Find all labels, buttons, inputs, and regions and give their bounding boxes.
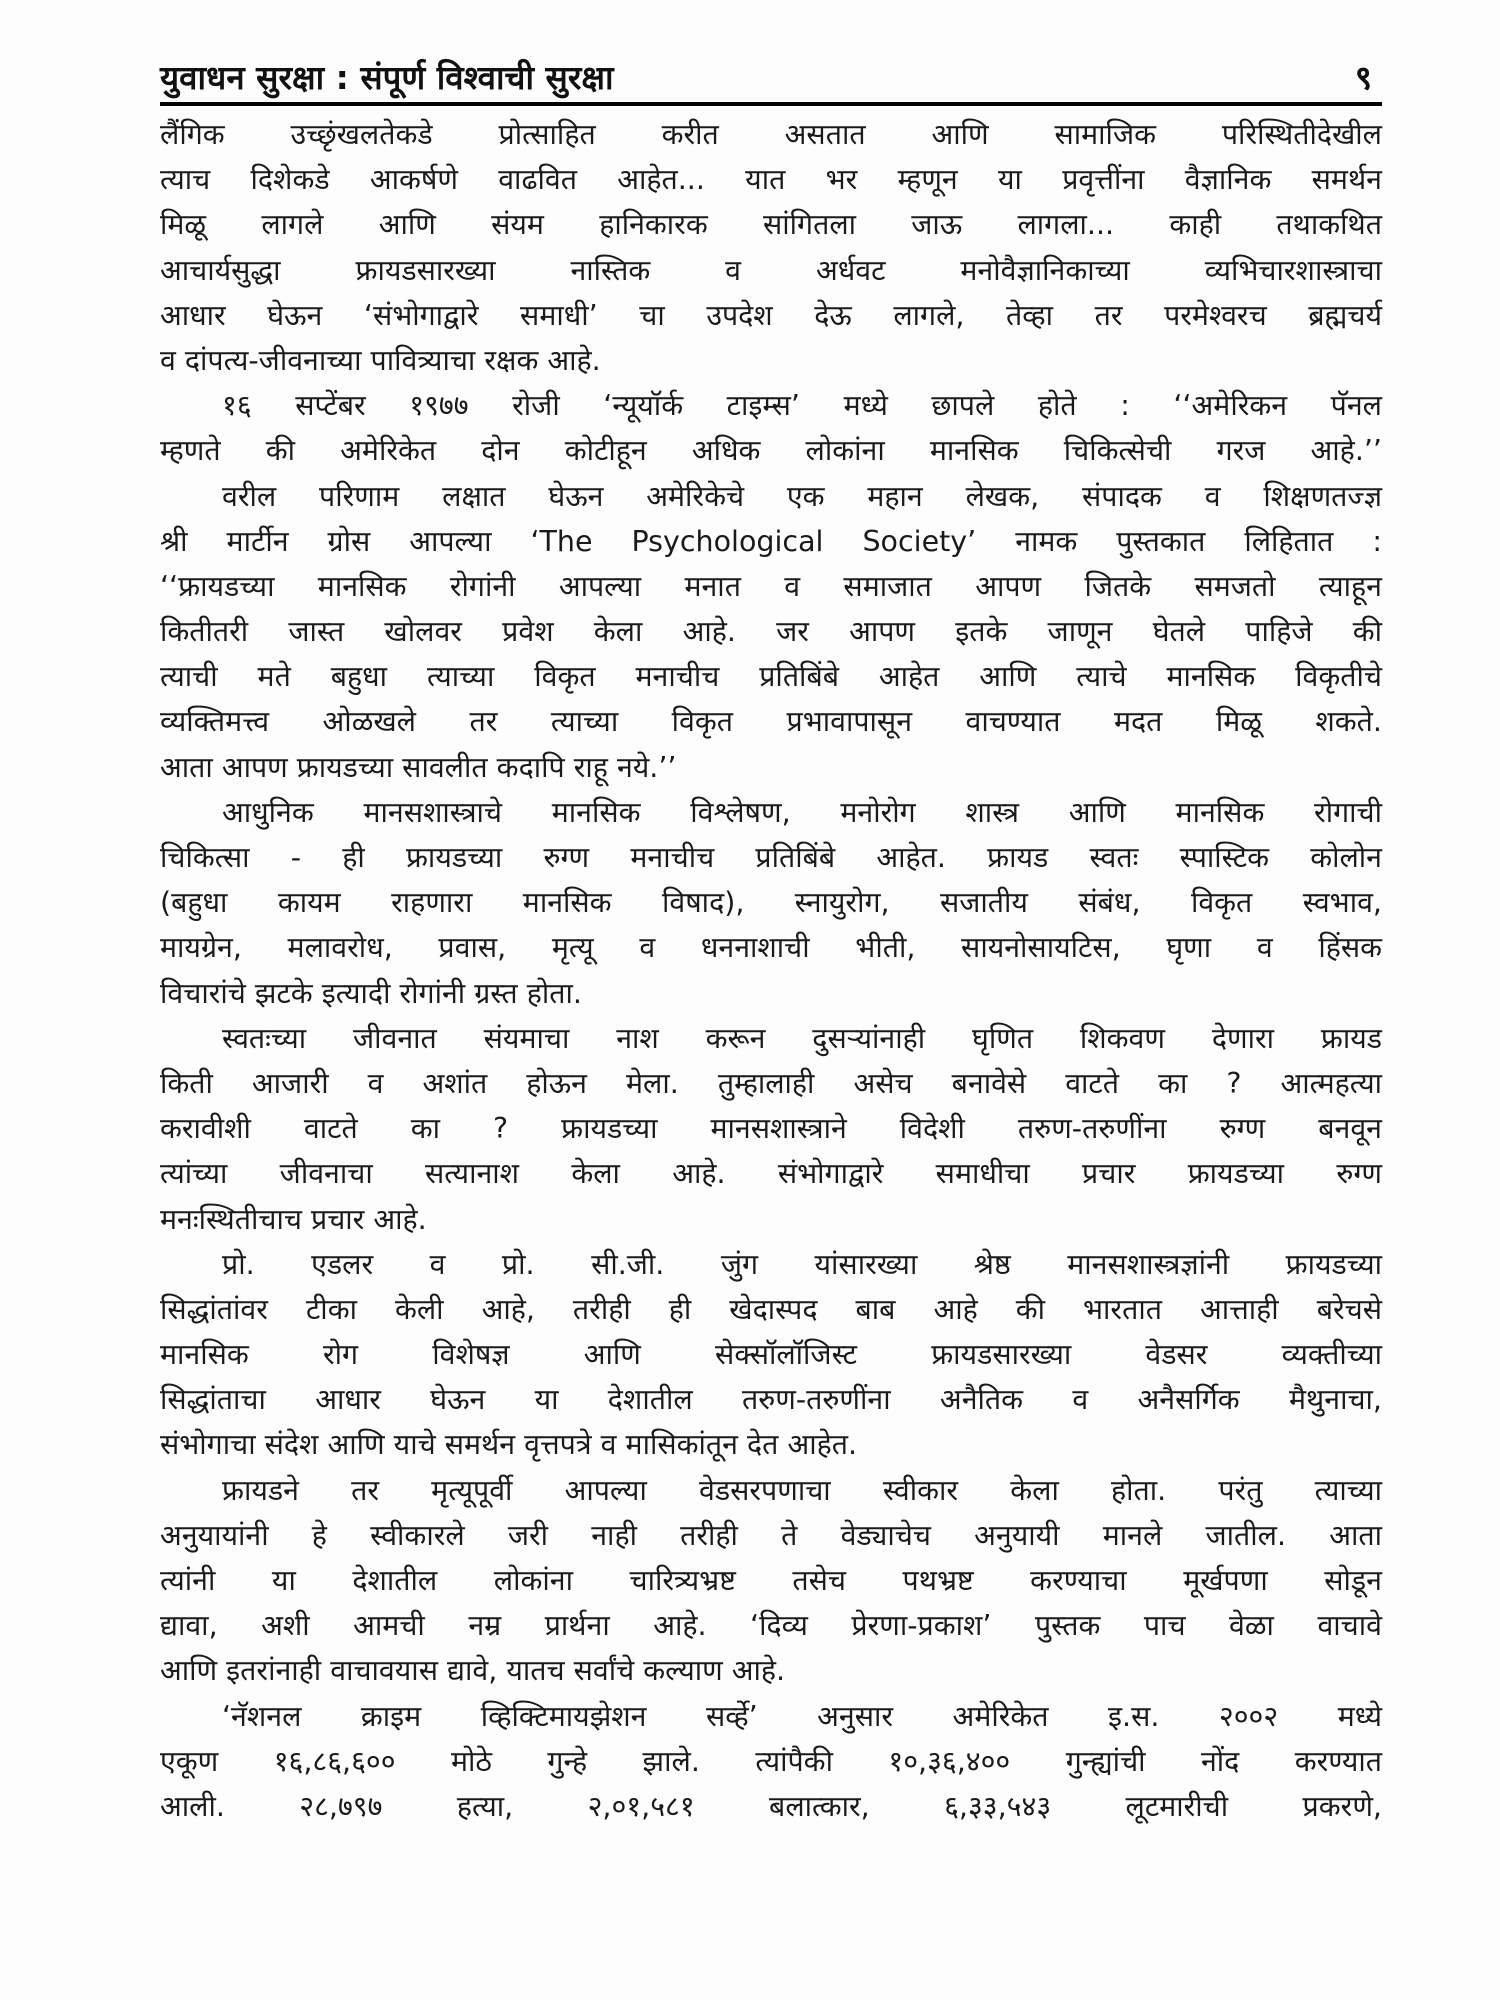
text-line: अनुयायांनी हे स्वीकारले जरी नाही तरीही ते वेड्याचेच अनुयायी मानले जातील. आता <box>160 1518 1382 1552</box>
text-line: त्यांनी या देशातील लोकांना चारित्र्यभ्रष्ट तसेच पथभ्रष्ट करण्याचा मूर्खपणा सोडून <box>160 1564 1382 1597</box>
text-line: व दांपत्य-जीवनाच्या पावित्र्याचा रक्षक आहे. <box>160 343 601 377</box>
text-line: त्याच दिशेकडे आकर्षणे वाढवित आहेत... यात भर म्हणून या प्रवृत्तींना वैज्ञानिक समर्थन <box>160 163 1382 197</box>
text-line: (बहुधा कायम राहणारा मानसिक विषाद), स्नायुरोग, सजातीय संबंध, विकृत स्वभाव, <box>160 886 1382 920</box>
text-line: करावीशी वाटते का ? फ्रायडच्या मानसशास्त्राने विदेशी तरुण-तरुणींना रुग्ण बनवून <box>160 1112 1382 1146</box>
body-text <box>160 112 1382 1829</box>
text-line: लैंगिक उच्छृंखलतेकडे प्रोत्साहित करीत असतात आणि सामाजिक परिस्थितीदेखील <box>160 118 1382 151</box>
text-line: विचारांचे झटके इत्यादी रोगांनी ग्रस्त होता. <box>160 976 582 1010</box>
text-line: स्वतःच्या जीवनात संयमाचा नाश करून दुसऱ्यांनाही घृणित शिकवण देणारा फ्रायड <box>222 1021 1382 1055</box>
running-header <box>160 52 1382 106</box>
text-line: वरील परिणाम लक्षात घेऊन अमेरिकेचे एक महान लेखक, संपादक व शिक्षणतज्ज्ञ <box>222 479 1382 513</box>
text-line: मनःस्थितीचाच प्रचार आहे. <box>160 1202 427 1236</box>
text-line: आचार्यसुद्धा फ्रायडसारख्या नास्तिक व अर्धवट मनोवैज्ञानिकाच्या व्यभिचारशास्त्राचा <box>160 253 1382 287</box>
text-line: सिद्धांतांवर टीका केली आहे, तरीही ही खेदास्पद बाब आहे की भारतात आत्ताही बरेचसे <box>160 1292 1382 1326</box>
text-line: मिळू लागले आणि संयम हानिकारक सांगितला जाऊ लागला... काही तथाकथित <box>160 208 1382 242</box>
header-title: युवाधन सुरक्षा : संपूर्ण विश्वाची सुरक्षा <box>160 58 614 97</box>
text-line: मायग्रेन, मलावरोध, प्रवास, मृत्यू व धननाशाची भीती, सायनोसायटिस, घृणा व हिंसक <box>160 931 1382 965</box>
text-line: व्यक्तिमत्त्व ओळखले तर त्याच्या विकृत प्रभावापासून वाचण्यात मदत मिळू शकते. <box>160 705 1382 739</box>
text-line: ‘नॅशनल क्राइम व्हिक्टिमायझेशन सर्व्हे’ अनुसार अमेरिकेत इ.स. २००२ मध्ये <box>222 1699 1382 1733</box>
text-line: संभोगाचा संदेश आणि याचे समर्थन वृत्तपत्रे व मासिकांतून देत आहेत. <box>160 1428 858 1462</box>
text-line: मानसिक रोग विशेषज्ञ आणि सेक्सॉलॉजिस्ट फ्रायडसारख्या वेडसर व्यक्तीच्या <box>160 1338 1382 1372</box>
text-line: किती आजारी व अशांत होऊन मेला. तुम्हालाही असेच बनावेसे वाटते का ? आत्महत्या <box>160 1066 1382 1100</box>
text-line: म्हणते की अमेरिकेत दोन कोटीहून अधिक लोकांना मानसिक चिकित्सेची गरज आहे.’’ <box>160 434 1382 468</box>
text-line: द्यावा, अशी आमची नम्र प्रार्थना आहे. ‘दिव्य प्रेरणा-प्रकाश’ पुस्तक पाच वेळा वाचावे <box>160 1609 1382 1643</box>
text-line: एकूण १६,८६,६०० मोठे गुन्हे झाले. त्यांपैकी १०,३६,४०० गुन्ह्यांची नोंद करण्यात <box>160 1744 1382 1778</box>
text-line: त्याची मते बहुधा त्याच्या विकृत मनाचीच प्रतिबिंबे आहेत आणि त्याचे मानसिक विकृतीचे <box>160 660 1382 694</box>
text-line: आधुनिक मानसशास्त्राचे मानसिक विश्लेषण, मनोरोग शास्त्र आणि मानसिक रोगाची <box>222 795 1382 829</box>
text-line: कितीतरी जास्त खोलवर प्रवेश केला आहे. जर आपण इतके जाणून घेतले पाहिजे की <box>160 615 1382 649</box>
text-line: ‘‘फ्रायडच्या मानसिक रोगांनी आपल्या मनात व समाजात आपण जितके समजतो त्याहून <box>160 569 1382 603</box>
text-line: श्री मार्टीन ग्रोस आपल्या ‘The Psychological Society’ नामक पुस्तकात लिहितात : <box>160 524 1382 558</box>
text-line: आणि इतरांनाही वाचावयास द्यावे, यातच सर्वांचे कल्याण आहे. <box>160 1654 786 1688</box>
text-line: आली. २८,७९७ हत्या, २,०१,५८१ बलात्कार, ६,३३,५४३ लूटमारीची प्रकरणे, <box>160 1789 1382 1823</box>
text-line: फ्रायडने तर मृत्यूपूर्वी आपल्या वेडसरपणाचा स्वीकार केला होता. परंतु त्याच्या <box>222 1473 1382 1507</box>
text-line: १६ सप्टेंबर १९७७ रोजी ‘न्यूयॉर्क टाइम्स’ मध्ये छापले होते : ‘‘अमेरिकन पॅनल <box>222 389 1382 423</box>
page-number: ९ <box>1354 58 1372 97</box>
text-line: सिद्धांताचा आधार घेऊन या देशातील तरुण-तरुणींना अनैतिक व अनैसर्गिक मैथुनाचा, <box>160 1383 1382 1417</box>
text-line: आधार घेऊन ‘संभोगाद्वारे समाधी’ चा उपदेश देऊ लागले, तेव्हा तर परमेश्वरच ब्रह्मचर्य <box>160 298 1382 332</box>
text-line: आता आपण फ्रायडच्या सावलीत कदापि राहू नये.’’ <box>160 750 677 784</box>
text-line: प्रो. एडलर व प्रो. सी.जी. जुंग यांसारख्या श्रेष्ठ मानसशास्त्रज्ञांनी फ्रायडच्या <box>222 1247 1382 1281</box>
text-line: चिकित्सा - ही फ्रायडच्या रुग्ण मनाचीच प्रतिबिंबे आहेत. फ्रायड स्वतः स्पास्टिक कोलोन <box>160 841 1382 874</box>
text-line: त्यांच्या जीवनाचा सत्यानाश केला आहे. संभोगाद्वारे समाधीचा प्रचार फ्रायडच्या रुग्ण <box>160 1157 1382 1191</box>
